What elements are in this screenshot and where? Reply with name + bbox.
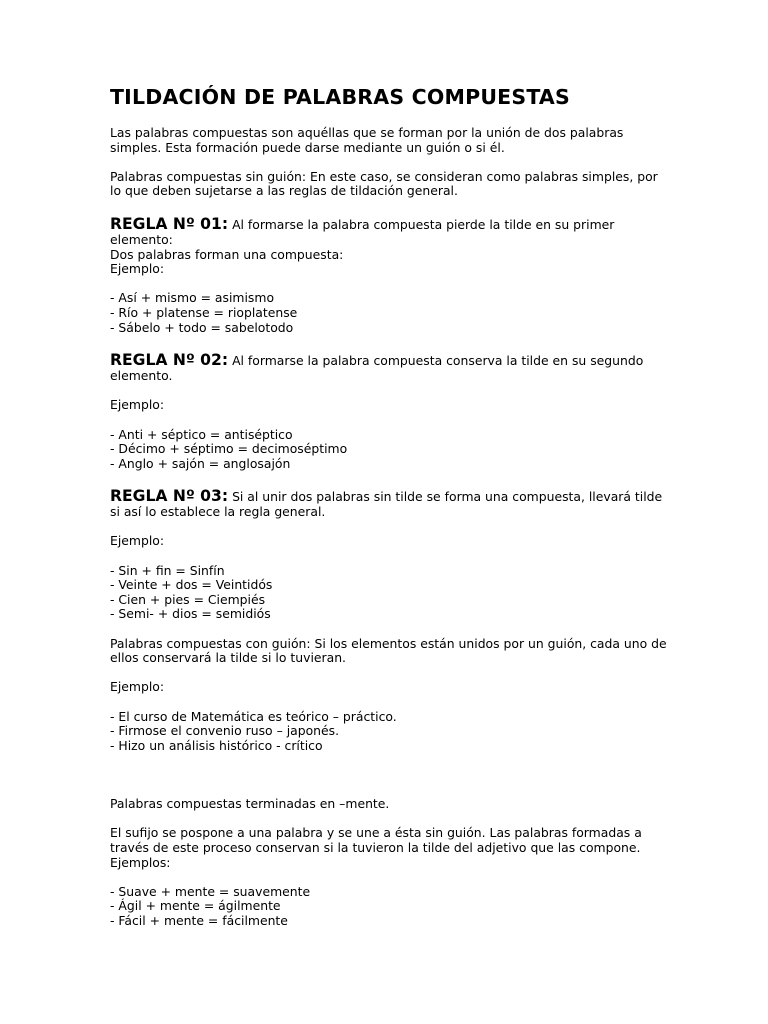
con-guion-paragraph: Palabras compuestas con guión: Si los elementos están unidos por un guión, cada uno de ellos conservará la tilde si lo tuvieran. (110, 635, 667, 666)
list-item: - Sábelo + todo = sabelotodo (110, 319, 294, 335)
regla-01-ejemplo: Ejemplo: (110, 261, 165, 277)
mente-paragraph: El sufijo se pospone a una palabra y se une a ésta sin guión. Las palabras formadas a través de este proceso conservan si la tuvieron la tilde del adjetivo que las compone. (110, 825, 642, 855)
list-item: - Hizo un análisis histórico - crítico (110, 737, 323, 753)
list-item: - Río + platense = rioplatense (110, 304, 298, 320)
list-item: - Ágil + mente = ágilmente (110, 898, 281, 914)
list-item: - Suave + mente = suavemente (110, 883, 311, 899)
list-item: - Anglo + sajón = anglosajón (110, 455, 291, 471)
list-item: - Semi- + dios = semidiós (110, 606, 271, 622)
con-guion-ejemplo: Ejemplo: (110, 679, 165, 695)
regla-02-text: Al formarse la palabra compuesta conserva la tilde en su segundo elemento. (110, 353, 644, 384)
mente-heading: Palabras compuestas terminadas en –mente. (110, 796, 390, 812)
list-item: - Fácil + mente = fácilmente (110, 912, 288, 928)
regla-03-text: Si al unir dos palabras sin tilde se forma una compuesta, llevará tilde si así lo establece la regla general. (110, 489, 663, 520)
list-item: - Décimo + séptimo = decimoséptimo (110, 441, 348, 457)
list-item: - Así + mismo = asimismo (110, 290, 275, 306)
regla-01-text: Al formarse la palabra compuesta pierde la tilde en su primer elemento: (110, 216, 615, 247)
list-item: - Sin + fin = Sinfín (110, 562, 225, 578)
list-item: - Veinte + dos = Veintidós (110, 577, 273, 593)
sin-guion-paragraph: Palabras compuestas sin guión: En este caso, se consideran como palabras simples, por lo que deben sujetarse a las reglas de tildación general. (110, 168, 658, 199)
regla-02-paragraph (110, 351, 670, 384)
regla-01-line2: Dos palabras forman una compuesta: (110, 246, 344, 262)
regla-03-paragraph (110, 487, 670, 520)
regla-01-paragraph (110, 215, 670, 248)
list-item: - Cien + pies = Ciempiés (110, 591, 266, 607)
regla-03-label: REGLA Nº 03: (110, 487, 229, 506)
document-title: TILDACIÓN DE PALABRAS COMPUESTAS (110, 85, 570, 109)
list-item: - Anti + séptico = antiséptico (110, 426, 293, 442)
document-page (110, 84, 670, 929)
regla-02-ejemplo: Ejemplo: (110, 397, 165, 413)
list-item: - Firmose el convenio ruso – japonés. (110, 723, 340, 739)
list-item: - El curso de Matemática es teórico – práctico. (110, 708, 397, 724)
regla-01-label: REGLA Nº 01: (110, 214, 229, 233)
intro-paragraph: Las palabras compuestas son aquéllas que se forman por la unión de dos palabras simples. Esta formación puede darse mediante un guión o si él. (110, 125, 624, 155)
mente-ejemplos: Ejemplos: (110, 854, 171, 870)
regla-02-label: REGLA Nº 02: (110, 351, 229, 370)
regla-03-ejemplo: Ejemplo: (110, 533, 165, 549)
